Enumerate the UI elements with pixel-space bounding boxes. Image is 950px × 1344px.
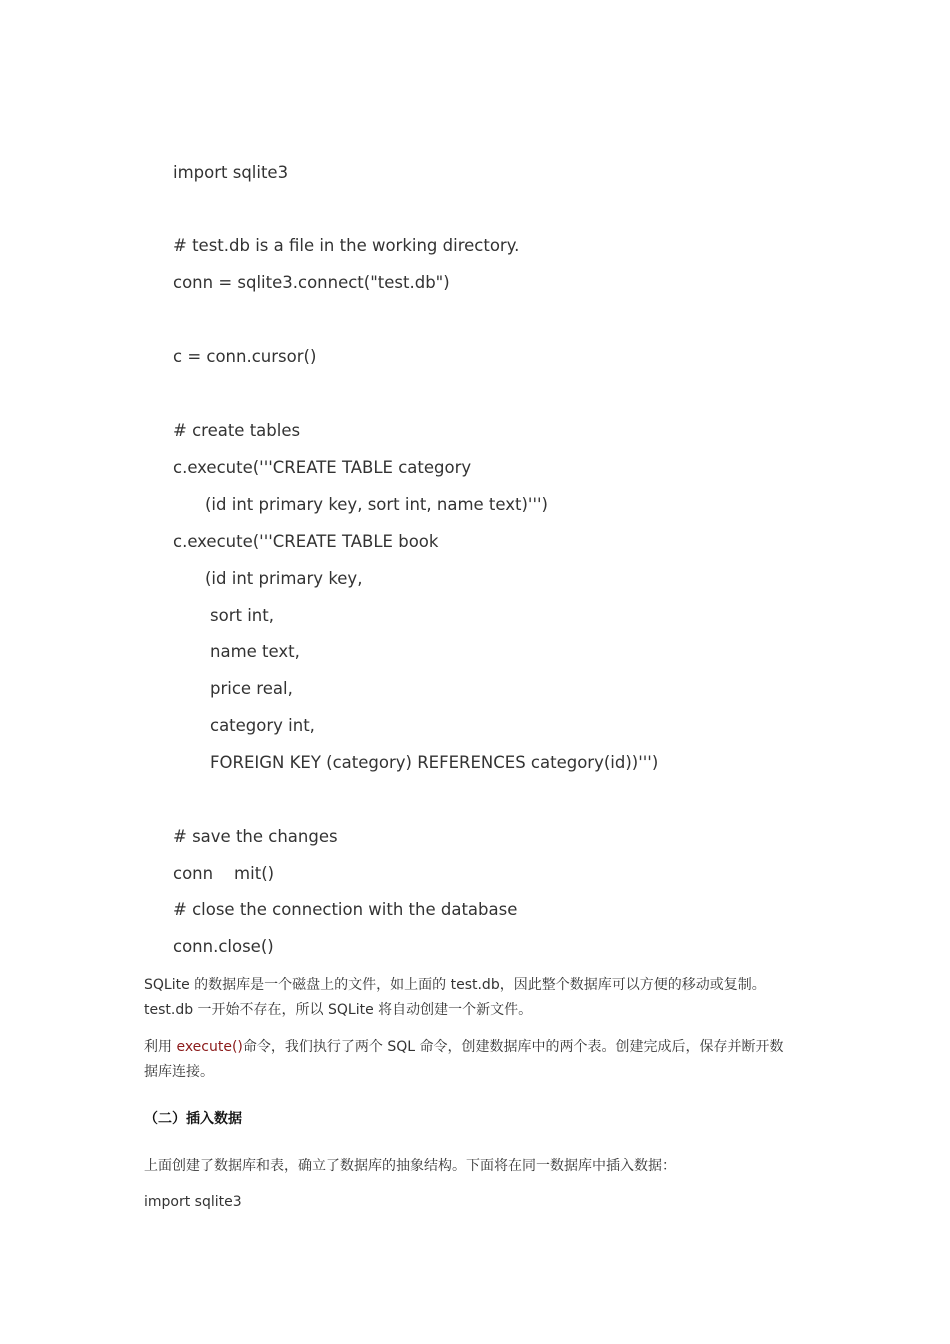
code-line-comment-save: # save the changes	[173, 827, 338, 846]
code-line-book-id: (id int primary key,	[205, 569, 363, 588]
paragraph-execute-prefix: 利用	[144, 1039, 177, 1055]
code-line-comment-close: # close the connection with the database	[173, 900, 518, 919]
section-heading-insert-data: （二）插入数据	[144, 1111, 242, 1127]
code-line-book-category: category int,	[210, 716, 315, 735]
paragraph-import-sqlite: import sqlite3	[144, 1194, 242, 1210]
code-line-commit: conn mit()	[173, 864, 275, 883]
code-line-comment-testdb: # test.db is a file in the working directory.	[173, 236, 520, 255]
paragraph-insert-intro: 上面创建了数据库和表，确立了数据库的抽象结构。下面将在同一数据库中插入数据：	[144, 1158, 676, 1174]
paragraph-execute-line2: 据库连接。	[144, 1063, 214, 1080]
code-line-book-price: price real,	[210, 679, 293, 698]
code-line-close: conn.close()	[173, 937, 274, 956]
execute-link[interactable]: execute()	[176, 1039, 243, 1055]
code-line-connect: conn = sqlite3.connect("test.db")	[173, 273, 450, 292]
code-line-comment-create: # create tables	[173, 421, 301, 440]
code-line-create-book: c.execute('''CREATE TABLE book	[173, 532, 439, 551]
code-line-book-sort: sort int,	[210, 606, 274, 625]
paragraph-execute	[144, 1035, 809, 1084]
code-line-category-columns: (id int primary key, sort int, name text)''')	[205, 495, 548, 514]
paragraph-sqlite-file-line2: test.db 一开始不存在，所以 SQLite 将自动创建一个新文件。	[144, 1001, 533, 1018]
code-line-cursor: c = conn.cursor()	[173, 347, 317, 366]
paragraph-sqlite-file	[144, 973, 809, 1022]
paragraph-execute-rest: 命令，我们执行了两个 SQL 命令，创建数据库中的两个表。创建完成后，保存并断开数	[242, 1039, 784, 1055]
code-line-create-category: c.execute('''CREATE TABLE category	[173, 458, 472, 477]
paragraph-sqlite-file-line1: SQLite 的数据库是一个磁盘上的文件，如上面的 test.db，因此整个数据库可以方便的移动或复制。	[144, 977, 766, 993]
paragraph-execute-line1	[144, 1035, 809, 1060]
code-line-foreign-key: FOREIGN KEY (category) REFERENCES category(id))''')	[210, 753, 659, 772]
code-line-import: import sqlite3	[173, 163, 289, 182]
code-line-book-name: name text,	[210, 642, 300, 661]
